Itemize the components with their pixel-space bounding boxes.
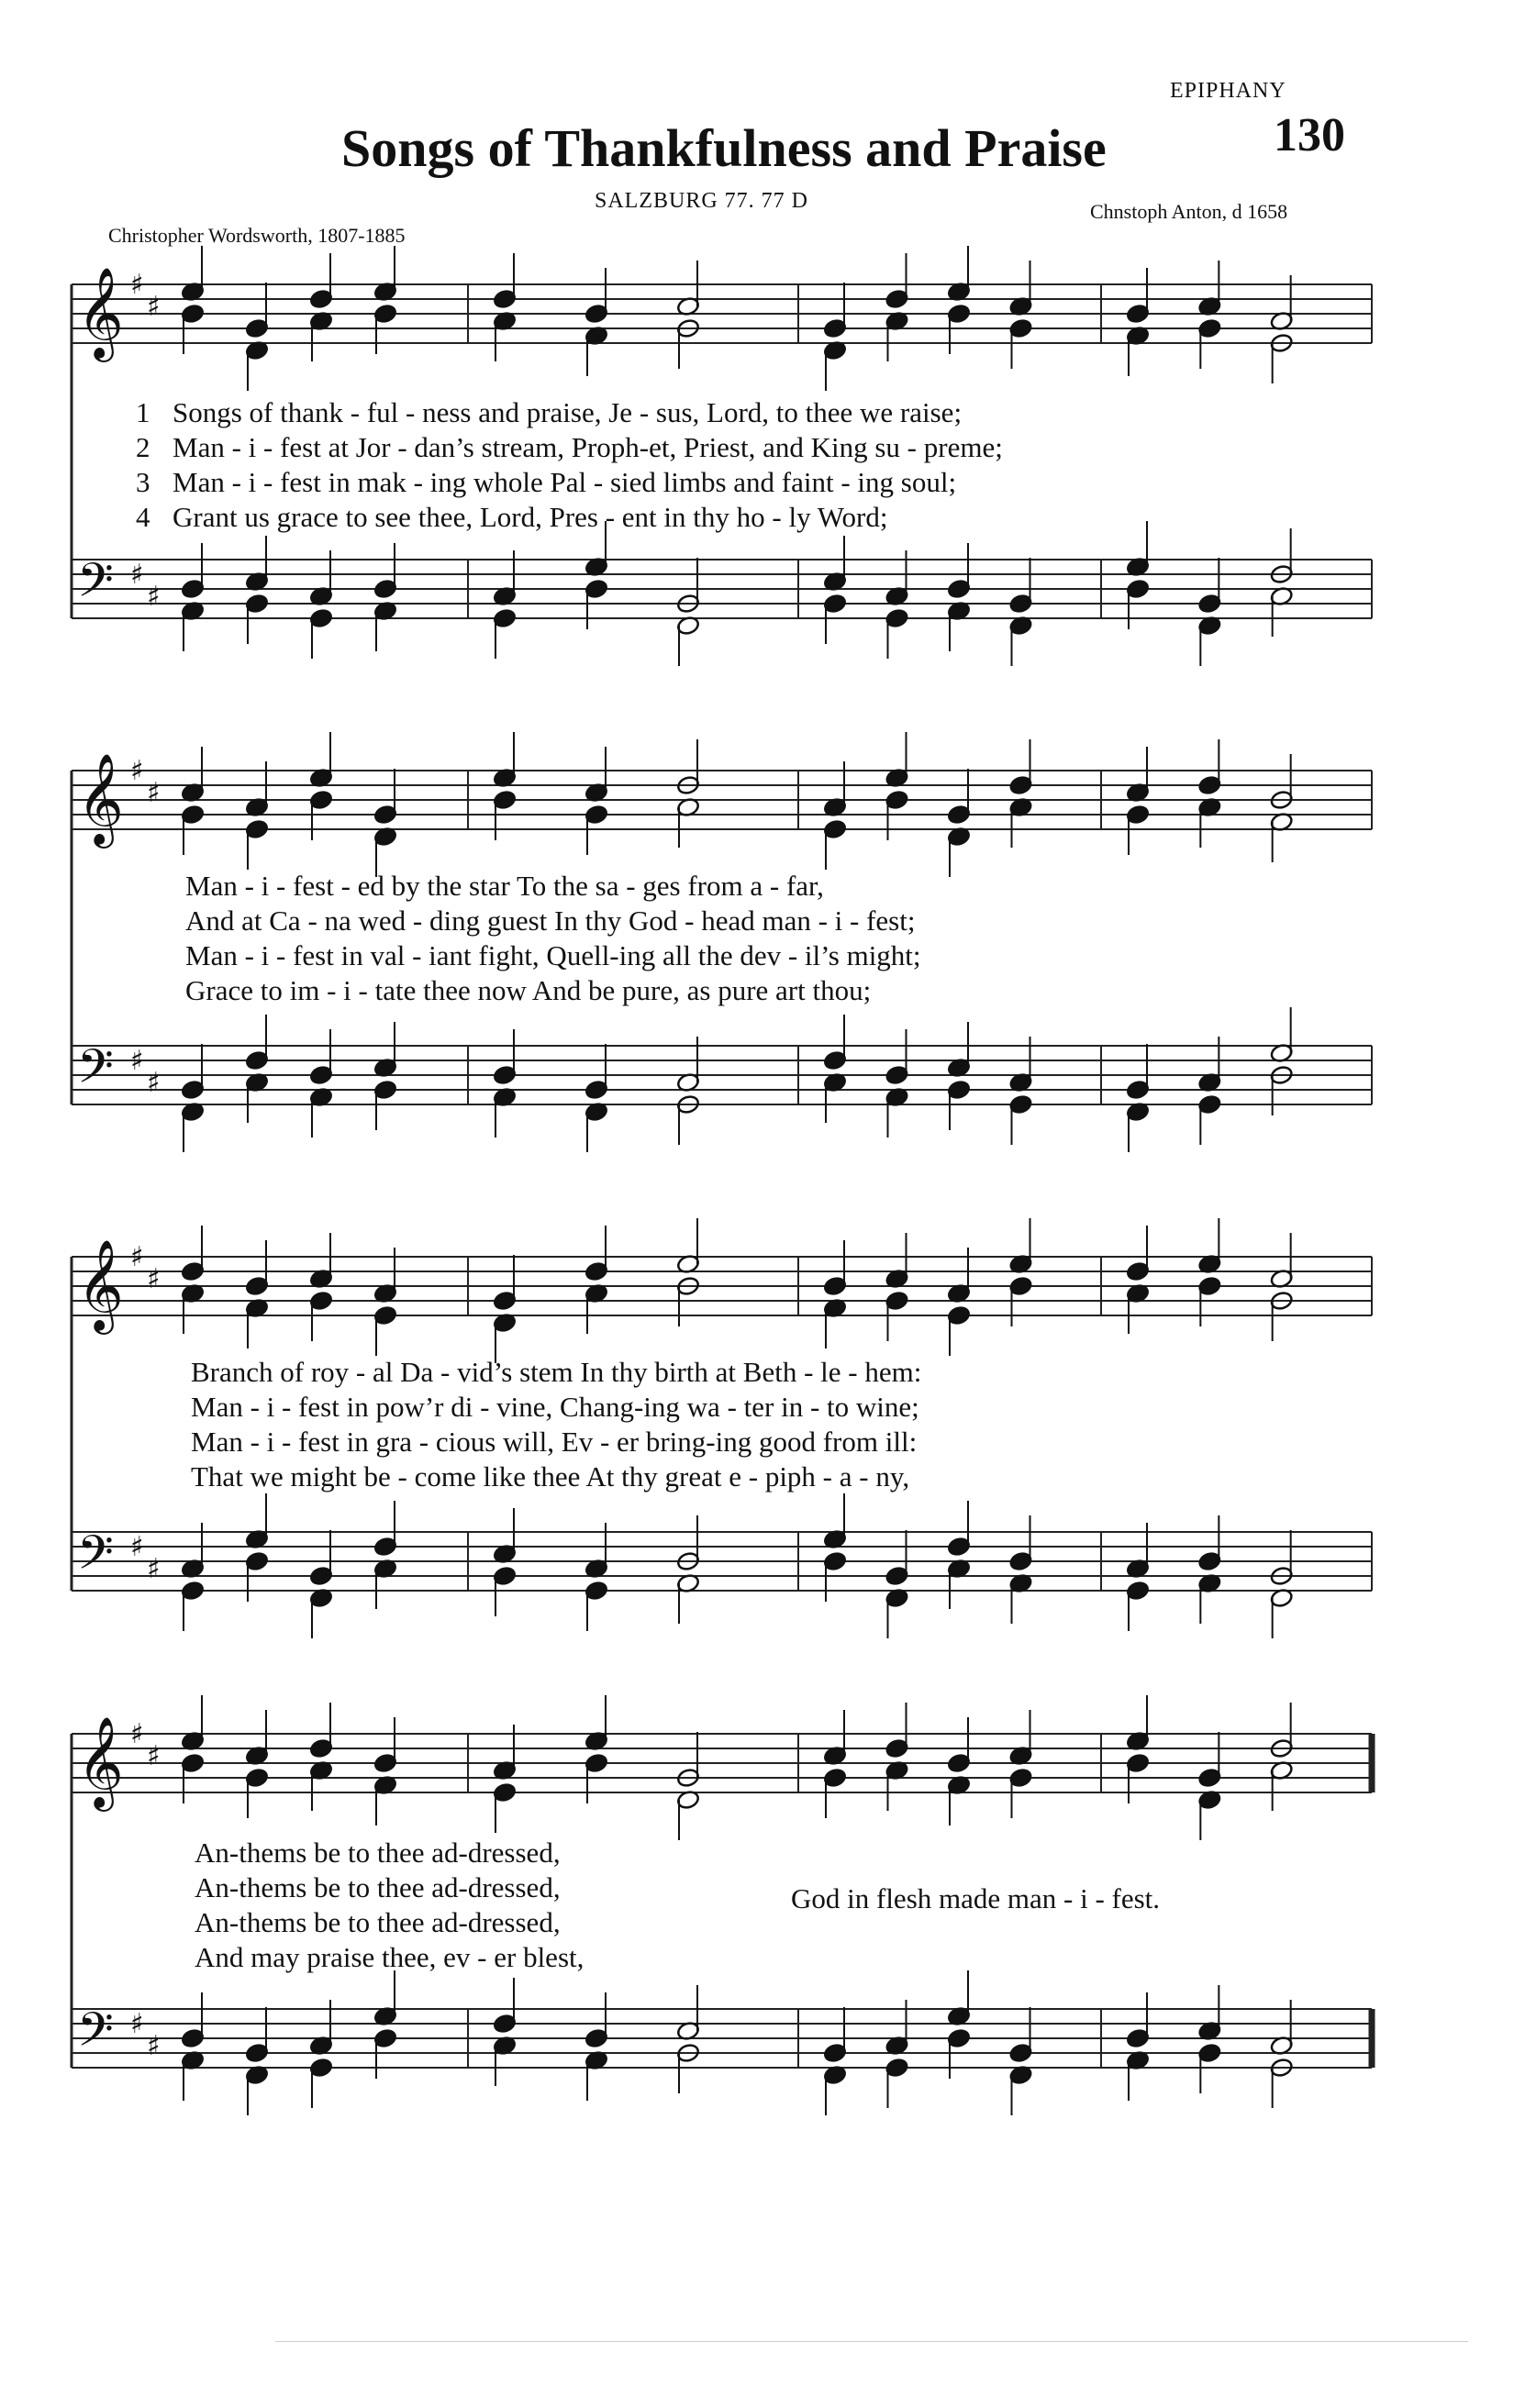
bass-clef-icon: 𝄢 [77,552,114,619]
bass-clef-icon: 𝄢 [77,1038,114,1105]
sharp-icon: ♯ [147,777,161,809]
lyric-line: An-thems be to thee ad-dressed, [195,1871,561,1903]
lyric-line: Branch of roy - al Da - vid’s stem In thy birth at Beth - le - hem: [191,1356,922,1388]
treble-clef-icon: 𝄞 [77,267,124,359]
lyric-line: Man - i - fest in val - iant fight, Quell-ing all the dev - il’s might; [185,939,921,971]
sharp-icon: ♯ [147,1067,161,1099]
lyric-line: 3 Man - i - fest in mak - ing whole Pal - sied limbs and faint - ing soul; [136,466,957,498]
season-label: EPIPHANY [1170,79,1286,103]
lyric-line: And may praise thee, ev - er blest, [195,1941,584,1973]
lyric-line: That we might be - come like thee At thy great e - piph - a - ny, [191,1460,910,1493]
music-system-4 [64,1715,1376,2137]
lyric-line: Grace to im - i - tate thee now And be pure, as pure art thou; [185,974,872,1006]
lyric-line: An-thems be to thee ad-dressed, [195,1837,561,1869]
tune-name: SALZBURG 77. 77 D [595,189,809,213]
treble-clef-icon: 𝄞 [77,1239,124,1331]
lyric-line: 1 Songs of thank - ful - ness and praise, Je - sus, Lord, to thee we raise; [136,396,963,428]
lyric-line: 2 Man - i - fest at Jor - dan’s stream, Proph-et, Priest, and King su - preme; [136,431,1003,463]
sharp-icon: ♯ [147,291,161,323]
sharp-icon: ♯ [130,1241,144,1273]
sharp-icon: ♯ [130,1718,144,1750]
hymn-number: 130 [1274,109,1345,161]
sharp-icon: ♯ [130,2008,144,2040]
refrain-line: God in flesh made man - i - fest. [791,1882,1161,1914]
treble-clef-icon: 𝄞 [77,1716,124,1808]
bass-clef-icon: 𝄢 [77,1525,114,1592]
page-edge-line [275,2341,1468,2342]
lyric-line: Man - i - fest in gra - cious will, Ev - er bring-ing good from ill: [191,1426,918,1458]
sharp-icon: ♯ [130,559,144,591]
composer-credit: Chnstoph Anton, d 1658 [1090,200,1288,223]
music-system-1 [64,266,1376,688]
sharp-icon: ♯ [147,581,161,613]
music-system-2 [64,752,1376,1174]
sharp-icon: ♯ [147,1553,161,1585]
sharp-icon: ♯ [147,1740,161,1772]
bass-clef-icon: 𝄢 [77,2002,114,2069]
sharp-icon: ♯ [130,755,144,787]
sharp-icon: ♯ [130,1045,144,1077]
lyric-line: An-thems be to thee ad-dressed, [195,1906,561,1938]
author-credit: Christopher Wordsworth, 1807-1885 [108,224,406,247]
lyric-line: 4 Grant us grace to see thee, Lord, Pres - ent in thy ho - ly Word; [136,501,888,533]
staff-group [72,1695,1372,2115]
music-system-3 [64,1238,1376,1660]
hymn-title: Songs of Thankfulness and Praise [341,118,1107,178]
treble-clef-icon: 𝄞 [77,753,124,845]
sharp-icon: ♯ [147,2030,161,2062]
sharp-icon: ♯ [130,1531,144,1563]
sharp-icon: ♯ [147,1263,161,1295]
lyric-line: Man - i - fest - ed by the star To the sa - ges from a - far, [185,870,824,902]
lyric-line: Man - i - fest in pow’r di - vine, Chang-ing wa - ter in - to wine; [191,1391,919,1423]
lyric-line: And at Ca - na wed - ding guest In thy God - head man - i - fest; [185,904,916,937]
sharp-icon: ♯ [130,269,144,301]
